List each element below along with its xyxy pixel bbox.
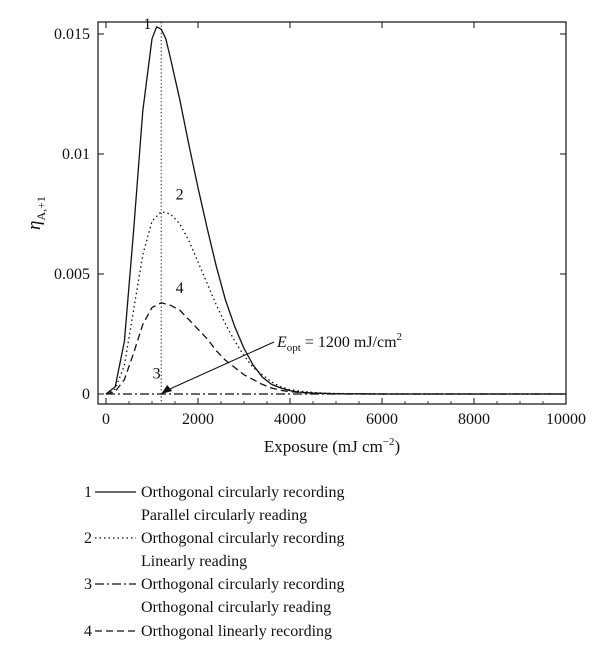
y-tick-label: 0.015: [54, 26, 90, 43]
legend-number-4: 4: [84, 623, 92, 640]
x-tick-label: 4000: [274, 411, 306, 428]
legend-number-2: 2: [84, 530, 92, 547]
legend-number-3: 3: [84, 576, 92, 593]
curve-label-4: 4: [175, 280, 184, 298]
x-tick-label: 10000: [546, 411, 586, 428]
curve-label-1: 1: [143, 16, 152, 34]
x-tick-label: 0: [102, 411, 110, 428]
annotation-arrow-line: [163, 342, 274, 392]
y-axis-title: [24, 196, 48, 230]
annotation-arrow-head: [161, 385, 172, 394]
y-tick-label: 0.005: [54, 266, 90, 283]
x-axis-title-sup: −2: [382, 436, 395, 448]
x-axis-title: [264, 436, 400, 456]
label-layer: [143, 16, 274, 394]
legend-text-4: Orthogonal circularly reading: [141, 599, 332, 616]
x-tick-label: 8000: [458, 411, 490, 428]
legend-text-1: Orthogonal circularly recording: [141, 484, 345, 501]
x-axis-title-suffix: ): [394, 437, 401, 456]
x-tick-label: 6000: [366, 411, 398, 428]
annotation-main: E: [277, 334, 287, 351]
annotation-sup: 2: [396, 331, 403, 343]
legend-text-2: Parallel circularly reading: [141, 507, 308, 524]
y-tick-label: 0.01: [62, 146, 90, 163]
x-tick-label: 2000: [182, 411, 214, 428]
legend: [84, 484, 344, 640]
annotation-text: = 1200 mJ/cm: [300, 334, 397, 351]
legend-text-3: Orthogonal circularly recording: [141, 576, 345, 593]
annotation-label: [276, 331, 402, 354]
x-axis-title-prefix: Exposure (mJ cm: [263, 437, 383, 456]
annotation-sub: opt: [286, 342, 301, 354]
legend-text-2: Orthogonal circularly recording: [141, 530, 345, 547]
curve-label-2: 2: [175, 186, 184, 204]
series-line-2: [106, 212, 566, 394]
legend-number-1: 1: [84, 484, 92, 501]
curve-label-3: 3: [152, 365, 161, 383]
legend-text-4: Orthogonal linearly recording: [141, 623, 333, 640]
y-tick-label: 0: [82, 386, 90, 403]
legend-text-3: Linearly reading: [141, 553, 248, 570]
y-axis-title-main: η: [24, 220, 45, 230]
y-axis-title-sub: A,+1: [34, 196, 48, 221]
